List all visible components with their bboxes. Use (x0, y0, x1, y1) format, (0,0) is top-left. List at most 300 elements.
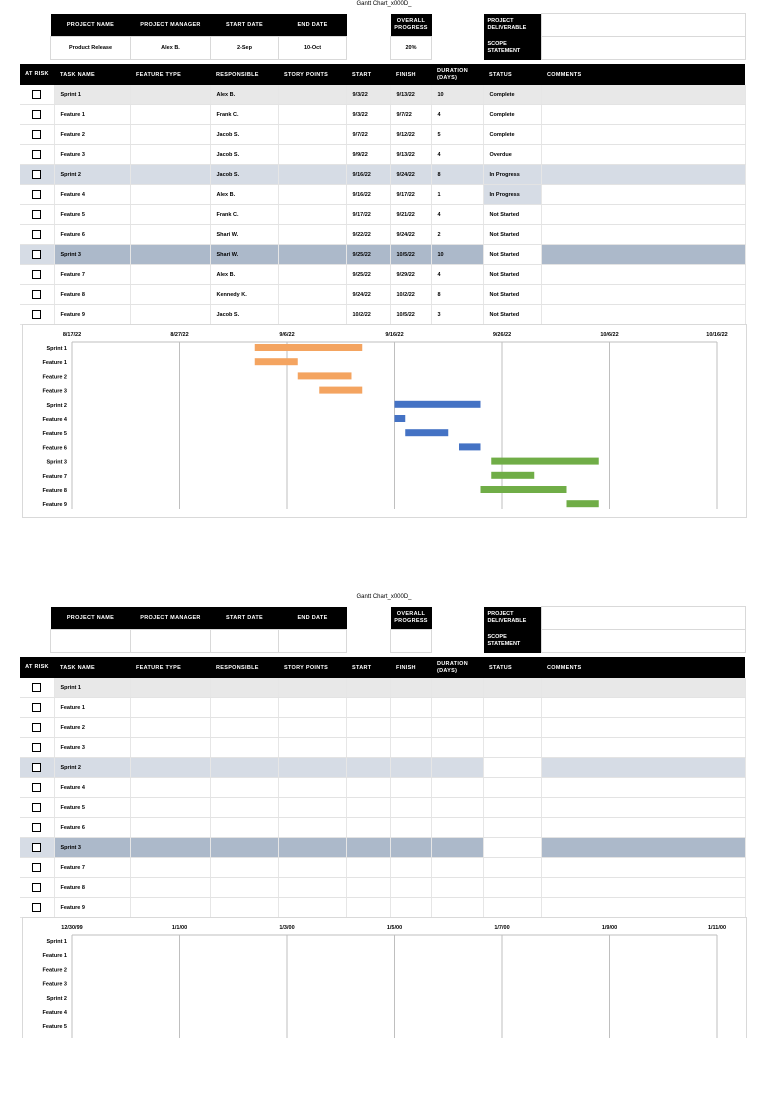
responsible-cell[interactable] (210, 838, 278, 858)
start-cell[interactable]: 9/17/22 (346, 205, 390, 225)
at-risk-checkbox[interactable] (20, 758, 54, 778)
duration-cell[interactable]: 8 (431, 285, 483, 305)
status-cell[interactable]: Overdue (483, 145, 541, 165)
responsible-cell[interactable]: Jacob S. (210, 145, 278, 165)
responsible-cell[interactable] (210, 878, 278, 898)
status-cell[interactable]: Not Started (483, 305, 541, 325)
story-points-cell[interactable] (278, 285, 346, 305)
gantt-bar (395, 401, 481, 408)
feature-type-cell[interactable] (130, 798, 210, 818)
at-risk-checkbox[interactable] (20, 698, 54, 718)
feature-type-cell[interactable] (130, 718, 210, 738)
feature-type-cell[interactable] (130, 225, 210, 245)
finish-cell[interactable]: 9/12/22 (390, 125, 431, 145)
col-status: STATUS (483, 64, 541, 85)
at-risk-checkbox[interactable] (20, 225, 54, 245)
task-row (20, 225, 745, 245)
checkbox-icon[interactable] (32, 763, 41, 772)
responsible-cell[interactable]: Frank C. (210, 205, 278, 225)
responsible-cell[interactable]: Frank C. (210, 105, 278, 125)
comments-cell[interactable] (541, 698, 745, 718)
x-tick-label: 8/27/22 (170, 332, 189, 338)
finish-cell[interactable]: 9/7/22 (390, 105, 431, 125)
start-cell[interactable]: 9/16/22 (346, 185, 390, 205)
start-cell[interactable] (346, 898, 390, 918)
at-risk-checkbox[interactable] (20, 85, 54, 105)
at-risk-checkbox[interactable] (20, 125, 54, 145)
checkbox-icon[interactable] (32, 683, 41, 692)
at-risk-checkbox[interactable] (20, 858, 54, 878)
feature-type-cell[interactable] (130, 898, 210, 918)
status-cell[interactable] (483, 738, 541, 758)
finish-cell[interactable] (390, 798, 431, 818)
x-tick-label: 10/16/22 (706, 332, 728, 338)
task-name-cell[interactable]: Feature 5 (54, 205, 130, 225)
comments-cell[interactable] (541, 165, 745, 185)
comments-cell[interactable] (541, 758, 745, 778)
responsible-cell[interactable] (210, 698, 278, 718)
finish-cell[interactable]: 10/5/22 (390, 245, 431, 265)
task-name-cell[interactable]: Feature 5 (54, 798, 130, 818)
responsible-cell[interactable] (210, 818, 278, 838)
at-risk-checkbox[interactable] (20, 838, 54, 858)
feature-type-cell[interactable] (130, 245, 210, 265)
feature-type-cell[interactable] (130, 818, 210, 838)
comments-cell[interactable] (541, 265, 745, 285)
story-points-cell[interactable] (278, 738, 346, 758)
start-cell[interactable] (346, 798, 390, 818)
at-risk-checkbox[interactable] (20, 878, 54, 898)
duration-cell[interactable]: 10 (431, 245, 483, 265)
comments-cell[interactable] (541, 185, 745, 205)
status-cell[interactable] (483, 718, 541, 738)
col-finish: FINISH (390, 657, 431, 678)
task-name-cell[interactable]: Feature 7 (54, 265, 130, 285)
status-cell[interactable] (483, 758, 541, 778)
task-row (20, 305, 745, 325)
start-cell[interactable] (346, 698, 390, 718)
at-risk-checkbox[interactable] (20, 738, 54, 758)
responsible-cell[interactable]: Jacob S. (210, 165, 278, 185)
feature-type-cell[interactable] (130, 85, 210, 105)
status-cell[interactable] (483, 698, 541, 718)
feature-type-cell[interactable] (130, 265, 210, 285)
story-points-cell[interactable] (278, 798, 346, 818)
start-cell[interactable]: 9/25/22 (346, 245, 390, 265)
duration-cell[interactable] (431, 838, 483, 858)
start-cell[interactable] (346, 818, 390, 838)
project-name-field[interactable]: Product Release (51, 37, 131, 60)
responsible-cell[interactable]: Alex B. (210, 85, 278, 105)
story-points-cell[interactable] (278, 225, 346, 245)
responsible-cell[interactable]: Alex B. (210, 265, 278, 285)
status-cell[interactable] (483, 818, 541, 838)
start-cell[interactable]: 9/24/22 (346, 285, 390, 305)
comments-cell[interactable] (541, 898, 745, 918)
start-cell[interactable] (346, 858, 390, 878)
responsible-cell[interactable]: Alex B. (210, 185, 278, 205)
task-name-cell[interactable]: Sprint 1 (54, 678, 130, 698)
project-name-field[interactable] (51, 630, 131, 653)
responsible-cell[interactable]: Shari W. (210, 225, 278, 245)
at-risk-checkbox[interactable] (20, 105, 54, 125)
scope-statement-field[interactable] (542, 630, 746, 653)
comments-cell[interactable] (541, 285, 745, 305)
feature-type-cell[interactable] (130, 698, 210, 718)
status-cell[interactable] (483, 778, 541, 798)
status-cell[interactable]: Not Started (483, 245, 541, 265)
story-points-cell[interactable] (278, 145, 346, 165)
duration-cell[interactable]: 5 (431, 125, 483, 145)
task-name-cell[interactable]: Feature 9 (54, 305, 130, 325)
at-risk-checkbox[interactable] (20, 818, 54, 838)
task-name-cell[interactable]: Feature 2 (54, 718, 130, 738)
category-label: Feature 2 (42, 967, 67, 974)
start-cell[interactable] (346, 838, 390, 858)
comments-cell[interactable] (541, 838, 745, 858)
at-risk-checkbox[interactable] (20, 798, 54, 818)
start-cell[interactable]: 9/9/22 (346, 145, 390, 165)
feature-type-cell[interactable] (130, 858, 210, 878)
status-cell[interactable] (483, 898, 541, 918)
task-row (20, 818, 745, 838)
feature-type-cell[interactable] (130, 878, 210, 898)
project-deliverable-field[interactable] (542, 607, 746, 630)
start-cell[interactable]: 9/25/22 (346, 265, 390, 285)
feature-type-cell[interactable] (130, 778, 210, 798)
checkbox-icon[interactable] (32, 743, 41, 752)
duration-cell[interactable] (431, 738, 483, 758)
feature-type-cell[interactable] (130, 678, 210, 698)
col-responsible: RESPONSIBLE (210, 64, 278, 85)
story-points-cell[interactable] (278, 698, 346, 718)
story-points-cell[interactable] (278, 758, 346, 778)
start-cell[interactable]: 9/7/22 (346, 125, 390, 145)
status-cell[interactable]: In Progress (483, 165, 541, 185)
feature-type-cell[interactable] (130, 205, 210, 225)
task-name-cell[interactable]: Feature 4 (54, 778, 130, 798)
responsible-cell[interactable] (210, 738, 278, 758)
comments-cell[interactable] (541, 678, 745, 698)
checkbox-icon[interactable] (32, 783, 41, 792)
at-risk-checkbox[interactable] (20, 898, 54, 918)
at-risk-checkbox[interactable] (20, 305, 54, 325)
duration-cell[interactable] (431, 698, 483, 718)
checkbox-icon[interactable] (32, 823, 41, 832)
duration-cell[interactable]: 4 (431, 105, 483, 125)
story-points-cell[interactable] (278, 778, 346, 798)
duration-cell[interactable] (431, 818, 483, 838)
comments-cell[interactable] (541, 738, 745, 758)
task-row (20, 285, 745, 305)
start-cell[interactable]: 9/3/22 (346, 85, 390, 105)
finish-cell[interactable] (390, 818, 431, 838)
responsible-cell[interactable] (210, 798, 278, 818)
story-points-cell[interactable] (278, 838, 346, 858)
story-points-cell[interactable] (278, 265, 346, 285)
feature-type-cell[interactable] (130, 305, 210, 325)
at-risk-checkbox[interactable] (20, 245, 54, 265)
finish-cell[interactable]: 10/5/22 (390, 305, 431, 325)
duration-cell[interactable] (431, 858, 483, 878)
status-cell[interactable]: Complete (483, 105, 541, 125)
status-cell[interactable]: Not Started (483, 205, 541, 225)
checkbox-icon[interactable] (32, 290, 41, 299)
checkbox-icon[interactable] (32, 210, 41, 219)
task-name-cell[interactable]: Feature 7 (54, 858, 130, 878)
story-points-cell[interactable] (278, 185, 346, 205)
finish-cell[interactable] (390, 778, 431, 798)
checkbox-icon[interactable] (32, 190, 41, 199)
gantt-bar (395, 415, 406, 422)
end-date-field[interactable]: 10-Oct (279, 37, 347, 60)
checkbox-icon[interactable] (32, 863, 41, 872)
responsible-cell[interactable] (210, 898, 278, 918)
col-finish: FINISH (390, 64, 431, 85)
start-cell[interactable] (346, 718, 390, 738)
feature-type-cell[interactable] (130, 838, 210, 858)
finish-cell[interactable] (390, 738, 431, 758)
feature-type-cell[interactable] (130, 285, 210, 305)
status-cell[interactable]: Complete (483, 85, 541, 105)
checkbox-icon[interactable] (32, 883, 41, 892)
checkbox-icon[interactable] (32, 170, 41, 179)
overall-progress-field[interactable]: 20% (391, 37, 432, 60)
comments-cell[interactable] (541, 878, 745, 898)
checkbox-icon[interactable] (32, 150, 41, 159)
finish-cell[interactable] (390, 758, 431, 778)
gantt-chart-svg (23, 918, 746, 1038)
at-risk-checkbox[interactable] (20, 718, 54, 738)
at-risk-checkbox[interactable] (20, 778, 54, 798)
story-points-cell[interactable] (278, 878, 346, 898)
overall-progress-field[interactable] (391, 630, 432, 653)
finish-cell[interactable]: 9/13/22 (390, 85, 431, 105)
start-cell[interactable]: 9/3/22 (346, 105, 390, 125)
start-cell[interactable] (346, 878, 390, 898)
checkbox-icon[interactable] (32, 90, 41, 99)
status-cell[interactable] (483, 798, 541, 818)
duration-cell[interactable]: 4 (431, 265, 483, 285)
feature-type-cell[interactable] (130, 105, 210, 125)
start-cell[interactable] (346, 738, 390, 758)
status-cell[interactable]: Not Started (483, 265, 541, 285)
status-cell[interactable] (483, 838, 541, 858)
status-cell[interactable] (483, 678, 541, 698)
finish-cell[interactable]: 9/24/22 (390, 165, 431, 185)
comments-cell[interactable] (541, 105, 745, 125)
task-name-cell[interactable]: Feature 3 (54, 738, 130, 758)
task-row (20, 718, 745, 738)
story-points-cell[interactable] (278, 818, 346, 838)
finish-cell[interactable]: 9/17/22 (390, 185, 431, 205)
comments-cell[interactable] (541, 205, 745, 225)
comments-cell[interactable] (541, 798, 745, 818)
status-cell[interactable] (483, 878, 541, 898)
checkbox-icon[interactable] (32, 270, 41, 279)
checkbox-icon[interactable] (32, 723, 41, 732)
duration-cell[interactable] (431, 718, 483, 738)
duration-cell[interactable]: 3 (431, 305, 483, 325)
status-cell[interactable]: Complete (483, 125, 541, 145)
sheet-title: Gantt Chart_x000D_ (356, 1, 412, 7)
finish-cell[interactable] (390, 878, 431, 898)
at-risk-checkbox[interactable] (20, 265, 54, 285)
checkbox-icon[interactable] (32, 703, 41, 712)
status-cell[interactable]: In Progress (483, 185, 541, 205)
comments-cell[interactable] (541, 305, 745, 325)
at-risk-checkbox[interactable] (20, 285, 54, 305)
comments-cell[interactable] (541, 125, 745, 145)
story-points-cell[interactable] (278, 85, 346, 105)
finish-cell[interactable] (390, 898, 431, 918)
responsible-cell[interactable]: Jacob S. (210, 305, 278, 325)
start-cell[interactable] (346, 678, 390, 698)
duration-cell[interactable] (431, 898, 483, 918)
finish-cell[interactable] (390, 858, 431, 878)
at-risk-checkbox[interactable] (20, 185, 54, 205)
duration-cell[interactable] (431, 778, 483, 798)
start-cell[interactable]: 10/2/22 (346, 305, 390, 325)
duration-cell[interactable]: 1 (431, 185, 483, 205)
duration-cell[interactable]: 10 (431, 85, 483, 105)
task-name-cell[interactable]: Feature 2 (54, 125, 130, 145)
status-cell[interactable] (483, 858, 541, 878)
start-cell[interactable] (346, 778, 390, 798)
at-risk-checkbox[interactable] (20, 165, 54, 185)
end-date-field[interactable] (279, 630, 347, 653)
story-points-cell[interactable] (278, 858, 346, 878)
story-points-cell[interactable] (278, 205, 346, 225)
task-name-cell[interactable]: Feature 6 (54, 818, 130, 838)
checkbox-icon[interactable] (32, 130, 41, 139)
comments-cell[interactable] (541, 718, 745, 738)
story-points-cell[interactable] (278, 718, 346, 738)
responsible-cell[interactable] (210, 678, 278, 698)
duration-cell[interactable] (431, 758, 483, 778)
comments-cell[interactable] (541, 145, 745, 165)
feature-type-cell[interactable] (130, 125, 210, 145)
checkbox-icon[interactable] (32, 310, 41, 319)
feature-type-cell[interactable] (130, 165, 210, 185)
duration-cell[interactable] (431, 878, 483, 898)
responsible-cell[interactable]: Jacob S. (210, 125, 278, 145)
duration-cell[interactable]: 2 (431, 225, 483, 245)
responsible-cell[interactable] (210, 758, 278, 778)
col-task-name: TASK NAME (54, 657, 130, 678)
comments-cell[interactable] (541, 778, 745, 798)
finish-cell[interactable]: 9/29/22 (390, 265, 431, 285)
duration-cell[interactable]: 4 (431, 205, 483, 225)
col-responsible: RESPONSIBLE (210, 657, 278, 678)
start-cell[interactable]: 9/22/22 (346, 225, 390, 245)
responsible-cell[interactable]: Shari W. (210, 245, 278, 265)
story-points-cell[interactable] (278, 305, 346, 325)
x-tick-label: 9/16/22 (385, 332, 404, 338)
task-name-cell[interactable]: Sprint 2 (54, 758, 130, 778)
comments-cell[interactable] (541, 818, 745, 838)
duration-cell[interactable]: 8 (431, 165, 483, 185)
task-name-cell[interactable]: Feature 8 (54, 878, 130, 898)
responsible-cell[interactable] (210, 778, 278, 798)
task-name-cell[interactable]: Feature 4 (54, 185, 130, 205)
at-risk-checkbox[interactable] (20, 205, 54, 225)
duration-cell[interactable] (431, 678, 483, 698)
start-cell[interactable]: 9/16/22 (346, 165, 390, 185)
story-points-cell[interactable] (278, 245, 346, 265)
finish-cell[interactable]: 9/24/22 (390, 225, 431, 245)
comments-cell[interactable] (541, 225, 745, 245)
at-risk-checkbox[interactable] (20, 145, 54, 165)
feature-type-cell[interactable] (130, 758, 210, 778)
story-points-cell[interactable] (278, 678, 346, 698)
responsible-cell[interactable] (210, 718, 278, 738)
task-name-cell[interactable]: Sprint 2 (54, 165, 130, 185)
task-name-cell[interactable]: Sprint 3 (54, 245, 130, 265)
task-name-cell[interactable]: Feature 3 (54, 145, 130, 165)
feature-type-cell[interactable] (130, 738, 210, 758)
task-name-cell[interactable]: Feature 9 (54, 898, 130, 918)
task-row (20, 878, 745, 898)
task-name-cell[interactable]: Sprint 1 (54, 85, 130, 105)
start-date-field[interactable]: 2-Sep (211, 37, 279, 60)
task-name-cell[interactable]: Feature 6 (54, 225, 130, 245)
story-points-cell[interactable] (278, 898, 346, 918)
checkbox-icon[interactable] (32, 250, 41, 259)
project-manager-field[interactable]: Alex B. (131, 37, 211, 60)
duration-cell[interactable] (431, 798, 483, 818)
comments-cell[interactable] (541, 245, 745, 265)
checkbox-icon[interactable] (32, 230, 41, 239)
feature-type-cell[interactable] (130, 145, 210, 165)
category-label: Feature 1 (42, 953, 67, 960)
comments-cell[interactable] (541, 858, 745, 878)
checkbox-icon[interactable] (32, 803, 41, 812)
comments-cell[interactable] (541, 85, 745, 105)
duration-cell[interactable]: 4 (431, 145, 483, 165)
responsible-cell[interactable]: Kennedy K. (210, 285, 278, 305)
status-cell[interactable]: Not Started (483, 225, 541, 245)
finish-cell[interactable] (390, 698, 431, 718)
checkbox-icon[interactable] (32, 903, 41, 912)
checkbox-icon[interactable] (32, 843, 41, 852)
status-cell[interactable]: Not Started (483, 285, 541, 305)
start-cell[interactable] (346, 758, 390, 778)
story-points-cell[interactable] (278, 165, 346, 185)
checkbox-icon[interactable] (32, 110, 41, 119)
task-name-cell[interactable]: Feature 8 (54, 285, 130, 305)
task-row (20, 898, 745, 918)
story-points-cell[interactable] (278, 105, 346, 125)
task-name-cell[interactable]: Feature 1 (54, 698, 130, 718)
finish-cell[interactable] (390, 678, 431, 698)
finish-cell[interactable] (390, 718, 431, 738)
project-manager-field[interactable] (131, 630, 211, 653)
finish-cell[interactable]: 10/2/22 (390, 285, 431, 305)
feature-type-cell[interactable] (130, 185, 210, 205)
finish-cell[interactable]: 9/13/22 (390, 145, 431, 165)
finish-cell[interactable]: 9/21/22 (390, 205, 431, 225)
start-date-field[interactable] (211, 630, 279, 653)
project-deliverable-field[interactable] (542, 14, 746, 37)
scope-statement-field[interactable] (542, 37, 746, 60)
story-points-cell[interactable] (278, 125, 346, 145)
task-name-cell[interactable]: Feature 1 (54, 105, 130, 125)
task-name-cell[interactable]: Sprint 3 (54, 838, 130, 858)
responsible-cell[interactable] (210, 858, 278, 878)
finish-cell[interactable] (390, 838, 431, 858)
at-risk-checkbox[interactable] (20, 678, 54, 698)
